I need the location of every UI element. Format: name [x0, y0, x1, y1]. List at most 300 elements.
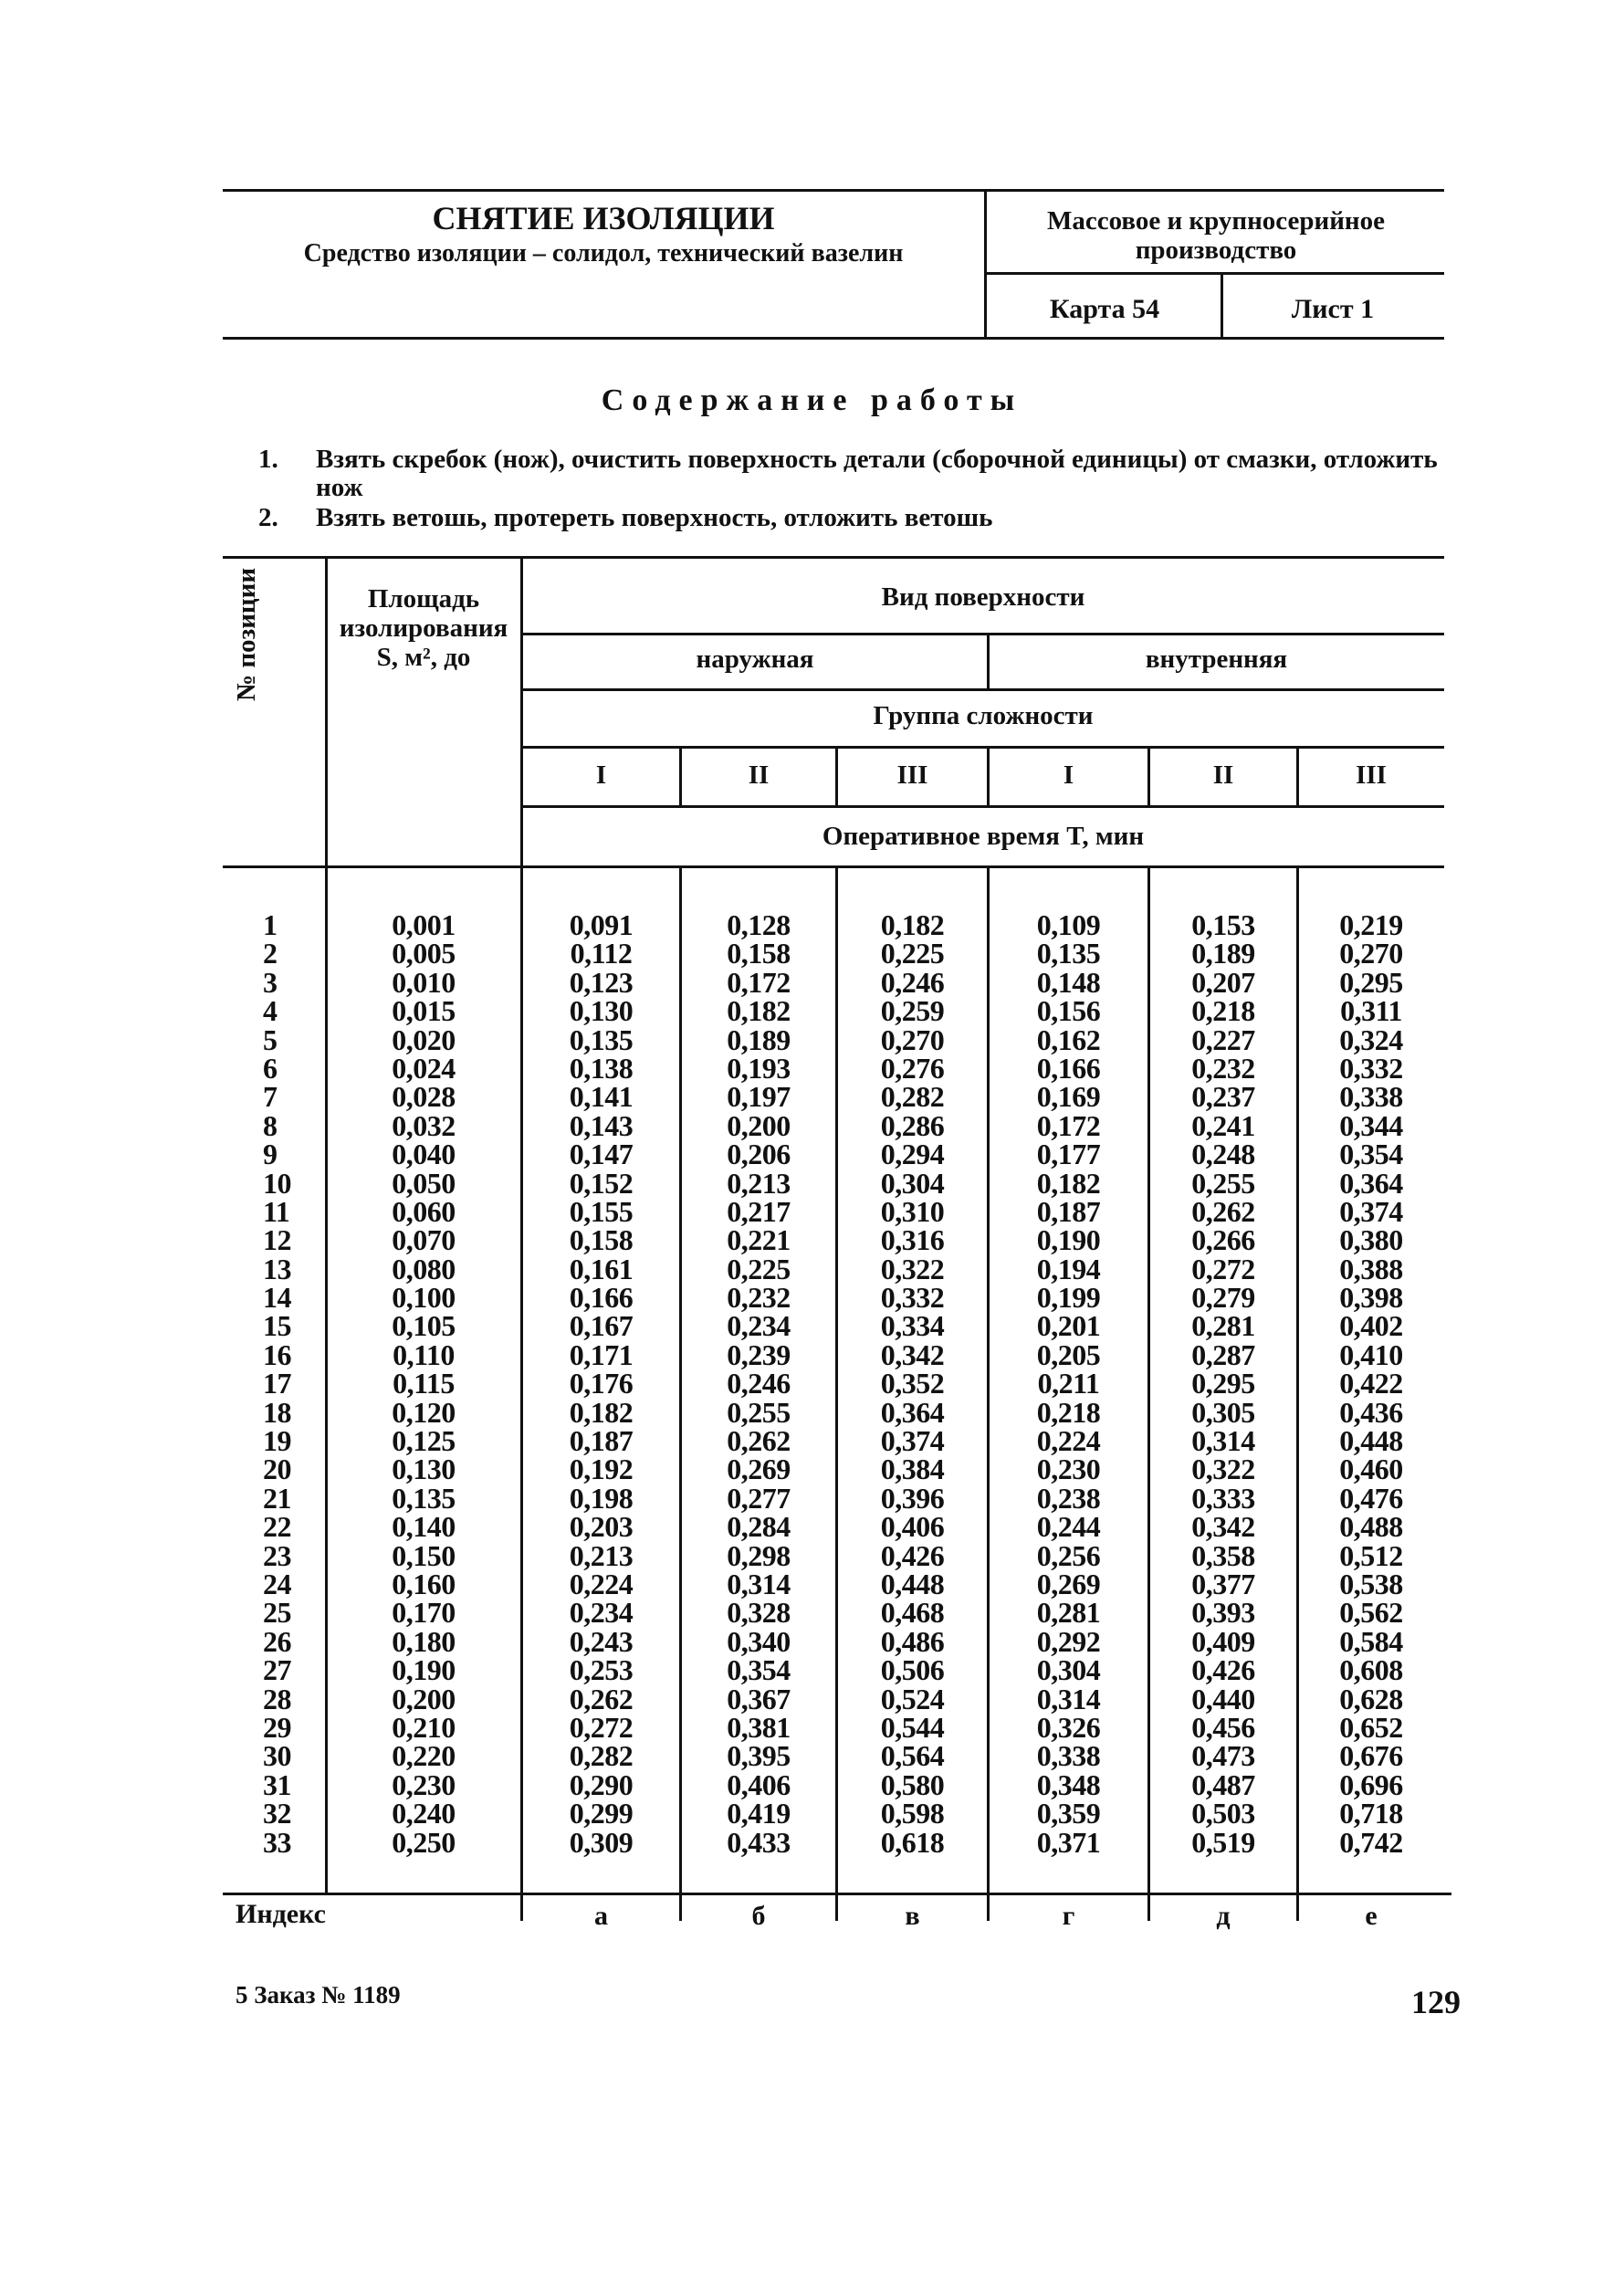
- row-time-value: 0,166: [569, 1281, 634, 1315]
- row-time-value: 0,182: [1036, 1166, 1101, 1200]
- row-time-value: 0,156: [1036, 994, 1101, 1028]
- page-number: 129: [1411, 1984, 1461, 2020]
- row-time-value: 0,206: [727, 1138, 791, 1171]
- row-time-value: 0,322: [1191, 1453, 1255, 1486]
- row-area: 0,015: [392, 994, 456, 1028]
- row-time-value: 0,246: [880, 965, 945, 999]
- step-number: 2.: [258, 503, 278, 532]
- row-position: 33: [263, 1825, 291, 1859]
- row-time-value: 0,238: [1036, 1481, 1101, 1515]
- row-time-value: 0,279: [1191, 1281, 1255, 1315]
- row-area: 0,060: [392, 1194, 456, 1228]
- row-time-value: 0,158: [569, 1223, 634, 1257]
- row-time-value: 0,248: [1191, 1138, 1255, 1171]
- row-time-value: 0,377: [1191, 1567, 1255, 1600]
- row-time-value: 0,272: [569, 1710, 634, 1744]
- row-time-value: 0,295: [1339, 965, 1403, 999]
- table-pos-divider: [325, 556, 328, 1894]
- row-area: 0,070: [392, 1223, 456, 1257]
- row-time-value: 0,241: [1191, 1108, 1255, 1142]
- row-time-value: 0,292: [1036, 1624, 1101, 1658]
- row-time-value: 0,314: [1191, 1424, 1255, 1458]
- row-time-value: 0,628: [1339, 1682, 1403, 1715]
- row-time-value: 0,189: [727, 1023, 791, 1056]
- row-area: 0,230: [392, 1767, 456, 1801]
- row-time-value: 0,203: [569, 1510, 634, 1544]
- row-area: 0,125: [392, 1424, 456, 1458]
- row-time-value: 0,155: [569, 1194, 634, 1228]
- row-time-value: 0,426: [1191, 1653, 1255, 1687]
- row-time-value: 0,262: [727, 1424, 791, 1458]
- row-area: 0,024: [392, 1051, 456, 1085]
- row-area: 0,001: [392, 908, 456, 941]
- row-position: 29: [263, 1710, 291, 1744]
- row-position: 15: [263, 1309, 291, 1343]
- row-time-value: 0,524: [880, 1682, 945, 1715]
- row-time-value: 0,342: [880, 1337, 945, 1371]
- row-area: 0,032: [392, 1108, 456, 1142]
- header-bottom-rule: [223, 337, 1444, 340]
- row-position: 26: [263, 1624, 291, 1658]
- column-inner-3: [1298, 908, 1444, 1859]
- row-time-value: 0,384: [880, 1453, 945, 1486]
- row-time-value: 0,338: [1036, 1739, 1101, 1773]
- row-time-value: 0,311: [1340, 994, 1402, 1028]
- row-time-value: 0,381: [727, 1710, 791, 1744]
- row-time-value: 0,177: [1036, 1138, 1101, 1171]
- row-time-value: 0,182: [569, 1395, 634, 1429]
- row-time-value: 0,364: [880, 1395, 945, 1429]
- row-time-value: 0,207: [1191, 965, 1255, 999]
- row-time-value: 0,314: [727, 1567, 791, 1600]
- row-position: 23: [263, 1538, 291, 1572]
- row-time-value: 0,374: [880, 1424, 945, 1458]
- group-inner-1: I: [1063, 760, 1074, 790]
- row-time-value: 0,199: [1036, 1281, 1101, 1315]
- row-position: 4: [263, 994, 278, 1028]
- row-time-value: 0,295: [1191, 1367, 1255, 1400]
- group-outer-1: I: [595, 760, 607, 790]
- row-position: 2: [263, 937, 278, 970]
- row-time-value: 0,580: [880, 1767, 945, 1801]
- row-time-value: 0,287: [1191, 1337, 1255, 1371]
- row-time-value: 0,276: [880, 1051, 945, 1085]
- row-time-value: 0,189: [1191, 937, 1255, 970]
- row-time-value: 0,364: [1339, 1166, 1403, 1200]
- row-time-value: 0,224: [569, 1567, 634, 1600]
- row-time-value: 0,406: [880, 1510, 945, 1544]
- row-time-value: 0,354: [1339, 1138, 1403, 1171]
- row-time-value: 0,218: [1191, 994, 1255, 1028]
- row-time-value: 0,359: [1036, 1797, 1101, 1830]
- row-time-value: 0,433: [727, 1825, 791, 1859]
- row-time-value: 0,162: [1036, 1023, 1101, 1056]
- row-time-value: 0,109: [1036, 908, 1101, 941]
- step-text: Взять ветошь, протереть поверхность, отложить ветошь: [316, 503, 993, 532]
- inner-surface-header: внутренняя: [1145, 645, 1288, 674]
- outer-surface-header: наружная: [696, 645, 814, 674]
- column-inner-2: [1149, 908, 1297, 1859]
- row-time-value: 0,333: [1191, 1481, 1255, 1515]
- row-time-value: 0,138: [569, 1051, 634, 1085]
- row-position: 8: [263, 1108, 278, 1142]
- row-time-value: 0,324: [1339, 1023, 1403, 1056]
- row-time-value: 0,298: [727, 1538, 791, 1572]
- row-time-value: 0,652: [1339, 1710, 1403, 1744]
- row-time-value: 0,213: [727, 1166, 791, 1200]
- row-time-value: 0,225: [727, 1252, 791, 1285]
- row-time-value: 0,456: [1191, 1710, 1255, 1744]
- row-area: 0,170: [392, 1596, 456, 1630]
- row-position: 18: [263, 1395, 291, 1429]
- operative-time-header: Оперативное время T, мин: [822, 822, 1145, 851]
- table-surface-rule: [522, 633, 1444, 635]
- index-label: Индекс: [236, 1899, 326, 1929]
- row-time-value: 0,294: [880, 1138, 945, 1171]
- row-time-value: 0,266: [1191, 1223, 1255, 1257]
- row-area: 0,180: [392, 1624, 456, 1658]
- row-position: 17: [263, 1367, 291, 1400]
- step-number: 1.: [258, 445, 278, 474]
- table-top-rule: [223, 556, 1444, 559]
- row-time-value: 0,135: [569, 1023, 634, 1056]
- card-number: Карта 54: [1049, 294, 1160, 324]
- row-time-value: 0,354: [727, 1653, 791, 1687]
- row-time-value: 0,167: [569, 1309, 634, 1343]
- row-time-value: 0,476: [1339, 1481, 1403, 1515]
- row-time-value: 0,205: [1036, 1337, 1101, 1371]
- row-time-value: 0,468: [880, 1596, 945, 1630]
- row-area: 0,210: [392, 1710, 456, 1744]
- row-time-value: 0,187: [1036, 1194, 1101, 1228]
- row-time-value: 0,340: [727, 1624, 791, 1658]
- row-time-value: 0,584: [1339, 1624, 1403, 1658]
- row-time-value: 0,440: [1191, 1682, 1255, 1715]
- row-time-value: 0,380: [1339, 1223, 1403, 1257]
- row-time-value: 0,123: [569, 965, 634, 999]
- insulation-means: Средство изоляции – солидол, технический вазелин: [303, 239, 904, 267]
- row-time-value: 0,237: [1191, 1080, 1255, 1114]
- row-time-value: 0,213: [569, 1538, 634, 1572]
- row-time-value: 0,304: [1036, 1653, 1101, 1687]
- row-area: 0,115: [393, 1367, 455, 1400]
- row-time-value: 0,148: [1036, 965, 1101, 999]
- row-time-value: 0,410: [1339, 1337, 1403, 1371]
- row-position: 9: [263, 1138, 278, 1171]
- row-time-value: 0,512: [1339, 1538, 1403, 1572]
- row-time-value: 0,190: [1036, 1223, 1101, 1257]
- row-time-value: 0,326: [1036, 1710, 1101, 1744]
- row-time-value: 0,393: [1191, 1596, 1255, 1630]
- row-time-value: 0,255: [727, 1395, 791, 1429]
- row-time-value: 0,436: [1339, 1395, 1403, 1429]
- row-area: 0,005: [392, 937, 456, 970]
- row-time-value: 0,342: [1191, 1510, 1255, 1544]
- row-area: 0,020: [392, 1023, 456, 1056]
- step-text: Взять скребок (нож), очистить поверхность детали (сборочной единицы) от смазки, отложить нож: [316, 445, 1438, 502]
- area-header: Площадь изолирования S, м², до: [339, 584, 508, 672]
- row-time-value: 0,338: [1339, 1080, 1403, 1114]
- row-position: 16: [263, 1337, 291, 1371]
- row-position: 1: [263, 908, 278, 941]
- row-time-value: 0,519: [1191, 1825, 1255, 1859]
- row-time-value: 0,091: [569, 908, 634, 941]
- index-value: д: [1216, 1901, 1231, 1931]
- row-time-value: 0,272: [1191, 1252, 1255, 1285]
- header-top-rule: [223, 189, 1444, 192]
- row-time-value: 0,224: [1036, 1424, 1101, 1458]
- row-time-value: 0,608: [1339, 1653, 1403, 1687]
- row-time-value: 0,197: [727, 1080, 791, 1114]
- row-time-value: 0,396: [880, 1481, 945, 1515]
- row-position: 27: [263, 1653, 291, 1687]
- row-time-value: 0,448: [880, 1567, 945, 1600]
- row-position: 11: [263, 1194, 290, 1228]
- row-time-value: 0,141: [569, 1080, 634, 1114]
- row-time-value: 0,282: [880, 1080, 945, 1114]
- row-time-value: 0,676: [1339, 1739, 1403, 1773]
- row-time-value: 0,503: [1191, 1797, 1255, 1830]
- row-time-value: 0,269: [727, 1453, 791, 1486]
- row-area: 0,110: [393, 1337, 455, 1371]
- row-time-value: 0,332: [880, 1281, 945, 1315]
- row-time-value: 0,198: [569, 1481, 634, 1515]
- row-time-value: 0,147: [569, 1138, 634, 1171]
- row-time-value: 0,201: [1036, 1309, 1101, 1343]
- row-time-value: 0,406: [727, 1767, 791, 1801]
- row-time-value: 0,486: [880, 1624, 945, 1658]
- row-time-value: 0,169: [1036, 1080, 1101, 1114]
- row-time-value: 0,192: [569, 1453, 634, 1486]
- row-time-value: 0,232: [727, 1281, 791, 1315]
- row-time-value: 0,255: [1191, 1166, 1255, 1200]
- index-value: а: [594, 1901, 608, 1931]
- row-area: 0,105: [392, 1309, 456, 1343]
- group-inner-3: III: [1356, 760, 1387, 790]
- row-position: 22: [263, 1510, 291, 1544]
- row-position: 19: [263, 1424, 291, 1458]
- row-time-value: 0,367: [727, 1682, 791, 1715]
- row-area: 0,240: [392, 1797, 456, 1830]
- page-title: СНЯТИЕ ИЗОЛЯЦИИ: [432, 200, 775, 236]
- row-time-value: 0,153: [1191, 908, 1255, 941]
- row-time-value: 0,371: [1036, 1825, 1101, 1859]
- row-time-value: 0,217: [727, 1194, 791, 1228]
- surface-type-header: Вид поверхности: [881, 582, 1085, 612]
- row-area: 0,130: [392, 1453, 456, 1486]
- header-divider: [984, 189, 987, 339]
- row-time-value: 0,218: [1036, 1395, 1101, 1429]
- row-time-value: 0,299: [569, 1797, 634, 1830]
- row-time-value: 0,259: [880, 994, 945, 1028]
- row-time-value: 0,187: [569, 1424, 634, 1458]
- row-time-value: 0,398: [1339, 1281, 1403, 1315]
- row-time-value: 0,171: [569, 1337, 634, 1371]
- row-time-value: 0,332: [1339, 1051, 1403, 1085]
- row-time-value: 0,328: [727, 1596, 791, 1630]
- work-content-title: Содержание работы: [601, 383, 1023, 417]
- row-time-value: 0,696: [1339, 1767, 1403, 1801]
- row-time-value: 0,130: [569, 994, 634, 1028]
- row-time-value: 0,172: [727, 965, 791, 999]
- row-time-value: 0,314: [1036, 1682, 1101, 1715]
- row-time-value: 0,284: [727, 1510, 791, 1544]
- index-value: г: [1062, 1901, 1075, 1931]
- row-time-value: 0,243: [569, 1624, 634, 1658]
- row-time-value: 0,193: [727, 1051, 791, 1085]
- order-number: 5 Заказ № 1189: [236, 1981, 401, 2009]
- column-outer-3: [837, 908, 988, 1859]
- row-time-value: 0,158: [727, 937, 791, 970]
- row-time-value: 0,230: [1036, 1453, 1101, 1486]
- row-time-value: 0,135: [1036, 937, 1101, 970]
- row-time-value: 0,219: [1339, 908, 1403, 941]
- row-area: 0,160: [392, 1567, 456, 1600]
- row-time-value: 0,304: [880, 1166, 945, 1200]
- row-time-value: 0,344: [1339, 1108, 1403, 1142]
- row-time-value: 0,234: [727, 1309, 791, 1343]
- row-time-value: 0,395: [727, 1739, 791, 1773]
- row-time-value: 0,564: [880, 1739, 945, 1773]
- row-time-value: 0,352: [880, 1367, 945, 1400]
- row-time-value: 0,334: [880, 1309, 945, 1343]
- row-position: 12: [263, 1223, 291, 1257]
- row-time-value: 0,270: [880, 1023, 945, 1056]
- table-outer-rule: [522, 688, 1444, 691]
- row-time-value: 0,460: [1339, 1453, 1403, 1486]
- row-position: 10: [263, 1166, 291, 1200]
- row-position: 21: [263, 1481, 291, 1515]
- row-position: 14: [263, 1281, 291, 1315]
- row-time-value: 0,234: [569, 1596, 634, 1630]
- sheet-number: Лист 1: [1291, 294, 1375, 324]
- row-time-value: 0,305: [1191, 1395, 1255, 1429]
- row-area: 0,150: [392, 1538, 456, 1572]
- row-position: 31: [263, 1767, 291, 1801]
- column-outer-1: [522, 908, 680, 1859]
- row-time-value: 0,358: [1191, 1538, 1255, 1572]
- row-time-value: 0,409: [1191, 1624, 1255, 1658]
- production-type: Массовое и крупносерийное производство: [1046, 206, 1386, 265]
- row-area: 0,080: [392, 1252, 456, 1285]
- row-time-value: 0,211: [1037, 1367, 1100, 1400]
- column-area: [330, 908, 517, 1859]
- row-time-value: 0,270: [1339, 937, 1403, 970]
- row-area: 0,100: [392, 1281, 456, 1315]
- row-time-value: 0,262: [1191, 1194, 1255, 1228]
- table-header-bottom-rule: [223, 865, 1444, 868]
- row-time-value: 0,290: [569, 1767, 634, 1801]
- row-time-value: 0,200: [727, 1108, 791, 1142]
- row-time-value: 0,221: [727, 1223, 791, 1257]
- row-area: 0,220: [392, 1739, 456, 1773]
- row-position: 25: [263, 1596, 291, 1630]
- row-position: 20: [263, 1453, 291, 1486]
- row-position: 5: [263, 1023, 278, 1056]
- row-time-value: 0,388: [1339, 1252, 1403, 1285]
- position-number-header: № позиции: [232, 567, 261, 702]
- row-time-value: 0,112: [570, 937, 633, 970]
- row-position: 32: [263, 1797, 291, 1830]
- row-time-value: 0,194: [1036, 1252, 1101, 1285]
- row-time-value: 0,419: [727, 1797, 791, 1830]
- row-time-value: 0,488: [1339, 1510, 1403, 1544]
- row-time-value: 0,742: [1339, 1825, 1403, 1859]
- row-time-value: 0,143: [569, 1108, 634, 1142]
- row-time-value: 0,618: [880, 1825, 945, 1859]
- row-time-value: 0,506: [880, 1653, 945, 1687]
- row-position: 7: [263, 1080, 278, 1114]
- row-time-value: 0,544: [880, 1710, 945, 1744]
- row-time-value: 0,322: [880, 1252, 945, 1285]
- row-time-value: 0,244: [1036, 1510, 1101, 1544]
- row-time-value: 0,487: [1191, 1767, 1255, 1801]
- row-time-value: 0,562: [1339, 1596, 1403, 1630]
- row-time-value: 0,426: [880, 1538, 945, 1572]
- group-outer-3: III: [896, 760, 928, 790]
- group-outer-2: II: [748, 760, 770, 790]
- row-time-value: 0,253: [569, 1653, 634, 1687]
- row-time-value: 0,473: [1191, 1739, 1255, 1773]
- row-area: 0,120: [392, 1395, 456, 1429]
- row-time-value: 0,246: [727, 1367, 791, 1400]
- row-time-value: 0,227: [1191, 1023, 1255, 1056]
- column-outer-2: [681, 908, 836, 1859]
- row-time-value: 0,310: [880, 1194, 945, 1228]
- row-area: 0,028: [392, 1080, 456, 1114]
- row-position: 28: [263, 1682, 291, 1715]
- row-time-value: 0,128: [727, 908, 791, 941]
- row-time-value: 0,166: [1036, 1051, 1101, 1085]
- row-time-value: 0,348: [1036, 1767, 1101, 1801]
- row-time-value: 0,316: [880, 1223, 945, 1257]
- row-time-value: 0,152: [569, 1166, 634, 1200]
- row-time-value: 0,538: [1339, 1567, 1403, 1600]
- column-inner-1: [989, 908, 1148, 1859]
- row-time-value: 0,161: [569, 1252, 634, 1285]
- row-area: 0,200: [392, 1682, 456, 1715]
- row-time-value: 0,182: [880, 908, 945, 941]
- complexity-group-header: Группа сложности: [873, 701, 1094, 730]
- row-time-value: 0,256: [1036, 1538, 1101, 1572]
- row-area: 0,040: [392, 1138, 456, 1171]
- row-time-value: 0,422: [1339, 1367, 1403, 1400]
- group-inner-2: II: [1212, 760, 1234, 790]
- row-area: 0,010: [392, 965, 456, 999]
- row-time-value: 0,286: [880, 1108, 945, 1142]
- row-time-value: 0,448: [1339, 1424, 1403, 1458]
- header-prod-rule: [986, 272, 1444, 275]
- column-position: [239, 908, 321, 1859]
- row-time-value: 0,718: [1339, 1797, 1403, 1830]
- row-area: 0,140: [392, 1510, 456, 1544]
- row-time-value: 0,176: [569, 1367, 634, 1400]
- row-time-value: 0,282: [569, 1739, 634, 1773]
- index-value: е: [1365, 1901, 1378, 1931]
- row-area: 0,135: [392, 1481, 456, 1515]
- index-value: в: [905, 1901, 920, 1931]
- row-time-value: 0,277: [727, 1481, 791, 1515]
- row-time-value: 0,232: [1191, 1051, 1255, 1085]
- row-time-value: 0,225: [880, 937, 945, 970]
- row-time-value: 0,172: [1036, 1108, 1101, 1142]
- row-time-value: 0,269: [1036, 1567, 1101, 1600]
- row-position: 6: [263, 1051, 278, 1085]
- row-position: 30: [263, 1739, 291, 1773]
- row-area: 0,250: [392, 1825, 456, 1859]
- row-time-value: 0,281: [1191, 1309, 1255, 1343]
- row-time-value: 0,402: [1339, 1309, 1403, 1343]
